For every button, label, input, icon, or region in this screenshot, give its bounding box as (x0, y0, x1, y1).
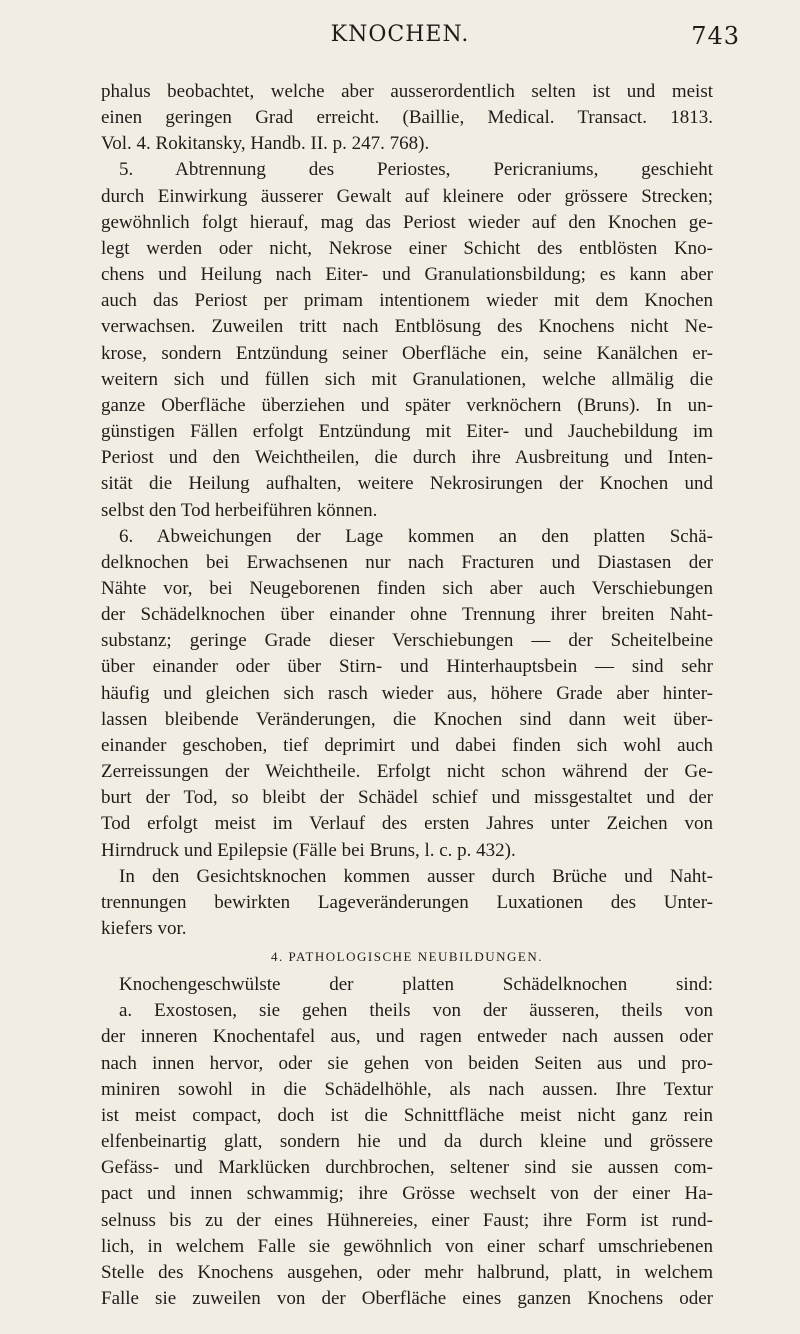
text-line: gewöhnlich folgt hierauf, mag das Periost wieder auf den Knochen ge- (101, 211, 713, 233)
text-line: einen geringen Grad erreicht. (Baillie, Medical. Transact. 1813. (101, 107, 713, 129)
text-line: weitern sich und füllen sich mit Granulationen, welche allmälig die (101, 368, 713, 390)
text-line: a. Exostosen, sie gehen theils von der äusseren, theils von (119, 1000, 713, 1022)
text-line: substanz; geringe Grade dieser Verschiebungen — der Scheitelbeine (101, 630, 713, 652)
text-line: krose, sondern Entzündung seiner Oberfläche ein, seine Kanälchen er- (101, 342, 713, 364)
text-line: Gefäss- und Marklücken durchbrochen, seltener sind sie aussen com- (101, 1157, 713, 1179)
text-line: Stelle des Knochens ausgehen, oder mehr halbrund, platt, in welchem (101, 1261, 713, 1283)
text-line: 6. Abweichungen der Lage kommen an den platten Schä- (119, 525, 713, 547)
text-line: Knochengeschwülste der platten Schädelknochen sind: (119, 974, 713, 996)
text-line: elfenbeinartig glatt, sondern hie und da durch kleine und grössere (101, 1131, 713, 1153)
section-heading: 4. PATHOLOGISCHE NEUBILDUNGEN. (270, 949, 544, 965)
text-line: sität die Heilung aufhalten, weitere Nekrosirungen der Knochen und (101, 473, 713, 495)
text-line: Zerreissungen der Weichtheile. Erfolgt nicht schon während der Ge- (101, 761, 713, 783)
text-line: der Schädelknochen über einander ohne Trennung ihrer breiten Naht- (101, 604, 713, 626)
text-line: selbst den Tod herbeiführen können. (101, 499, 378, 521)
text-block-2 (101, 972, 713, 1312)
text-line: ganze Oberfläche überziehen und später verknöchern (Bruns). In un- (101, 394, 713, 416)
text-line: chens und Heilung nach Eiter- und Granulationsbildung; es kann aber (101, 264, 713, 286)
text-line: phalus beobachtet, welche aber ausserordentlich selten ist und meist (101, 81, 713, 102)
text-line: über einander oder über Stirn- und Hinterhauptsbein — sind sehr (101, 656, 713, 678)
text-line: Vol. 4. Rokitansky, Handb. II. p. 247. 768). (101, 133, 430, 155)
body-text (101, 79, 713, 1312)
text-block-1 (101, 79, 713, 942)
text-line: Falle sie zuweilen von der Oberfläche eines ganzen Knochens oder (101, 1288, 713, 1310)
text-line: Hirndruck und Epilepsie (Fälle bei Bruns, l. c. p. 432). (101, 839, 516, 861)
text-line: günstigen Fällen erfolgt Entzündung mit Eiter- und Jauchebildung im (101, 421, 713, 443)
text-line: Tod erfolgt meist im Verlauf des ersten Jahres unter Zeichen von (101, 813, 713, 835)
text-line: trennungen bewirkten Lageveränderungen Luxationen des Unter- (101, 891, 713, 913)
text-line: miniren sowohl in die Schädelhöhle, als nach aussen. Ihre Textur (101, 1078, 713, 1100)
text-line: kiefers vor. (101, 918, 187, 939)
text-line: burt der Tod, so bleibt der Schädel schief und missgestaltet und der (101, 787, 713, 809)
text-line: auch das Periost per primam intentionem wieder mit dem Knochen (101, 290, 713, 312)
text-line: lich, in welchem Falle sie gewöhnlich von einer scharf umschriebenen (101, 1235, 713, 1257)
text-line: einander geschoben, tief deprimirt und dabei finden sich wohl auch (101, 734, 713, 756)
text-line: verwachsen. Zuweilen tritt nach Entblösung des Knochens nicht Ne- (101, 316, 713, 338)
text-line: durch Einwirkung äusserer Gewalt auf kleinere oder grössere Strecken; (101, 185, 713, 207)
text-line: 5. Abtrennung des Periostes, Pericraniums, geschieht (119, 159, 713, 181)
text-line: delknochen bei Erwachsenen nur nach Fracturen und Diastasen der (101, 551, 713, 573)
text-line: Nähte vor, bei Neugeborenen finden sich aber auch Verschiebungen (101, 577, 713, 599)
text-line: nach innen hervor, oder sie gehen von beiden Seiten aus und pro- (101, 1052, 713, 1074)
text-line: der inneren Knochentafel aus, und ragen entweder nach aussen oder (101, 1026, 713, 1048)
text-line: lassen bleibende Veränderungen, die Knochen sind dann weit über- (101, 708, 713, 730)
text-line: häufig und gleichen sich rasch wieder aus, höhere Grade aber hinter- (101, 682, 713, 704)
text-line: legt werden oder nicht, Nekrose einer Schicht des entblösten Kno- (101, 237, 713, 259)
page-number: 743 (691, 22, 740, 50)
text-line: pact und innen schwammig; ihre Grösse wechselt von der einer Ha- (101, 1183, 713, 1205)
running-title: KNOCHEN. (330, 22, 470, 47)
text-line: Periost und den Weichtheilen, die durch ihre Ausbreitung und Inten- (101, 447, 713, 469)
text-line: selnuss bis zu der eines Hühnereies, einer Faust; ihre Form ist rund- (101, 1209, 713, 1231)
text-line: In den Gesichtsknochen kommen ausser durch Brüche und Naht- (119, 865, 713, 887)
text-line: ist meist compact, doch ist die Schnittfläche meist nicht ganz rein (101, 1104, 713, 1126)
